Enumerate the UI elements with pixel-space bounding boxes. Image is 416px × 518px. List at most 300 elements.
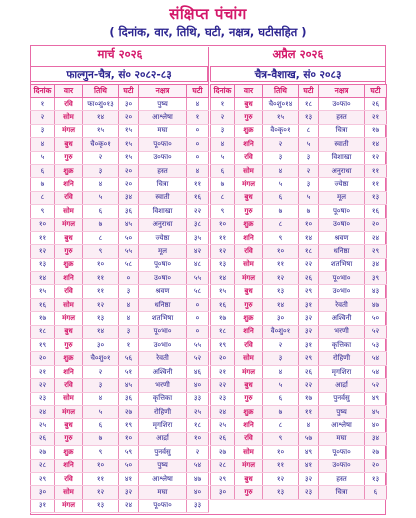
table-cell: १२ xyxy=(263,472,299,485)
table-cell: मृगशिरा xyxy=(319,365,365,378)
table-cell: उ०भा० xyxy=(319,285,365,298)
table-cell: ७ xyxy=(299,205,319,218)
table-cell: पुनर्वसु xyxy=(139,446,187,459)
table-cell: २७ xyxy=(211,446,235,459)
table-cell: ११ xyxy=(365,178,387,191)
table-row xyxy=(31,124,209,137)
table-cell: गुरु xyxy=(235,486,263,499)
table-row xyxy=(31,285,209,298)
table-cell: १० xyxy=(83,258,119,271)
table-cell: मंगल xyxy=(235,272,263,285)
table-cell: १७ xyxy=(31,312,55,325)
table-cell: १५ xyxy=(83,124,119,137)
table-cell: पुष्य xyxy=(139,98,187,111)
table-cell: १५ xyxy=(119,138,139,151)
table-cell: मंगल xyxy=(55,124,83,137)
table-cell: ४८ xyxy=(187,258,209,271)
month-heading-april: अप्रैल २०२६ xyxy=(272,47,324,61)
table-cell: १० xyxy=(83,459,119,472)
table-row xyxy=(211,205,387,218)
table-row xyxy=(211,138,387,151)
table-cell: शुक्र xyxy=(55,446,83,459)
table-cell: ४९ xyxy=(365,392,387,405)
table-cell: १४ xyxy=(365,138,387,151)
table-cell: १५ xyxy=(211,285,235,298)
table-cell: ११ xyxy=(263,258,299,271)
table-cell: पुष्य xyxy=(139,459,187,472)
table-cell: ४० xyxy=(187,486,209,499)
table-cell: ३२ xyxy=(299,312,319,325)
table-cell: ४३ xyxy=(365,285,387,298)
table-cell: ५८ xyxy=(187,285,209,298)
table-row xyxy=(31,405,209,418)
table-row xyxy=(211,365,387,378)
table-cell: ३२ xyxy=(119,486,139,499)
table-cell: २१ xyxy=(31,365,55,378)
table-cell: १३ xyxy=(263,285,299,298)
table-cell: शनि xyxy=(235,231,263,244)
table-cell: २ xyxy=(83,151,119,164)
table-cell: ० xyxy=(187,138,209,151)
table-cell: १३ xyxy=(365,191,387,204)
table-cell: २० xyxy=(365,459,387,472)
table-cell: ४१ xyxy=(119,472,139,485)
table-cell: ८ xyxy=(211,191,235,204)
samvat-label-april: चैत्र-वैशाख, सं० २०८३ xyxy=(210,66,386,82)
table-cell: रोहिणी xyxy=(139,405,187,418)
table-cell: रवि xyxy=(235,339,263,352)
table-cell: मंगल xyxy=(55,218,83,231)
table-cell: ३१ xyxy=(31,499,55,512)
table-cell: १४ xyxy=(31,272,55,285)
table-cell: १३ xyxy=(83,312,119,325)
table-row xyxy=(211,379,387,392)
table-cell: ५ xyxy=(299,191,319,204)
table-cell: १८ xyxy=(187,419,209,432)
table-cell: कृत्तिका xyxy=(139,392,187,405)
table-cell: सोम xyxy=(55,392,83,405)
table-cell: ५४ xyxy=(365,352,387,365)
table-cell: रवि xyxy=(55,472,83,485)
table-cell: ४५ xyxy=(119,379,139,392)
table-cell: ० xyxy=(187,312,209,325)
table-cell: स्वाती xyxy=(139,191,187,204)
table-row xyxy=(211,231,387,244)
table-cell: ५४ xyxy=(187,459,209,472)
table-cell: ११ xyxy=(211,231,235,244)
table-row xyxy=(31,419,209,432)
table-cell: रवि xyxy=(55,379,83,392)
table-cell: १७ xyxy=(299,392,319,405)
table-cell: १४ xyxy=(83,111,119,124)
table-cell: ४७ xyxy=(187,472,209,485)
table-cell: १८ xyxy=(31,325,55,338)
table-cell: ३ xyxy=(31,124,55,137)
table-cell: २९ xyxy=(299,285,319,298)
table-cell: गुरु xyxy=(55,151,83,164)
table-cell: १३ xyxy=(211,258,235,271)
table-row xyxy=(211,419,387,432)
table-cell: ३० xyxy=(119,98,139,111)
table-cell: ३ xyxy=(299,151,319,164)
table-row xyxy=(31,205,209,218)
table-row xyxy=(211,272,387,285)
table-cell: ४६ xyxy=(187,365,209,378)
table-row xyxy=(31,218,209,231)
table-cell: वै०कृ०१ xyxy=(263,124,299,137)
table-cell: मंगल xyxy=(55,312,83,325)
table-cell: अश्विनी xyxy=(139,365,187,378)
table-cell: ७ xyxy=(83,218,119,231)
table-cell: मूल xyxy=(319,191,365,204)
table-cell: ० xyxy=(187,124,209,137)
column-header: वार xyxy=(235,85,263,98)
table-row xyxy=(31,98,209,111)
table-cell: पू०भा० xyxy=(319,272,365,285)
table-cell: ३४ xyxy=(365,258,387,271)
table-cell: १८ xyxy=(299,245,319,258)
table-cell: १२ xyxy=(211,245,235,258)
table-cell: ३ xyxy=(263,352,299,365)
table-cell: २२ xyxy=(187,205,209,218)
column-header: दिनांक xyxy=(211,85,235,98)
table-cell: शनि xyxy=(55,272,83,285)
table-cell: ५२ xyxy=(187,352,209,365)
table-cell: २० xyxy=(119,111,139,124)
table-cell: १७ xyxy=(211,312,235,325)
table-cell: अनुराधा xyxy=(139,218,187,231)
table-cell: ५४ xyxy=(365,365,387,378)
table-row xyxy=(31,392,209,405)
table-cell: चै०शु०१४ xyxy=(263,98,299,111)
table-cell: १६ xyxy=(187,191,209,204)
table-row xyxy=(31,325,209,338)
table-cell: २२ xyxy=(211,379,235,392)
table-cell: १० xyxy=(187,432,209,445)
table-cell: उ०फा० xyxy=(139,151,187,164)
table-cell: २९ xyxy=(299,352,319,365)
table-cell: शुक्र xyxy=(55,352,83,365)
table-cell: १३ xyxy=(31,258,55,271)
table-cell: ८ xyxy=(31,191,55,204)
table-cell: ५५ xyxy=(187,339,209,352)
table-cell: ४० xyxy=(187,379,209,392)
table-cell: ११ xyxy=(299,405,319,418)
table-cell: ५ xyxy=(299,138,319,151)
table-cell: विशाखा xyxy=(139,205,187,218)
table-cell: आर्द्रा xyxy=(319,379,365,392)
table-row xyxy=(211,472,387,485)
table-cell: ५६ xyxy=(119,352,139,365)
table-cell: शनि xyxy=(55,365,83,378)
table-cell: १२ xyxy=(263,272,299,285)
table-row xyxy=(211,459,387,472)
table-row xyxy=(211,339,387,352)
table-cell: हस्त xyxy=(139,164,187,177)
table-cell: बुध xyxy=(55,419,83,432)
table-cell: ३ xyxy=(119,325,139,338)
table-cell: १ xyxy=(211,98,235,111)
table-row xyxy=(31,499,209,512)
table-cell: ४ xyxy=(83,178,119,191)
table-cell: मंगल xyxy=(55,405,83,418)
table-cell: वै०शु०१ xyxy=(263,325,299,338)
table-cell: बुध xyxy=(235,472,263,485)
table-cell: २२ xyxy=(299,258,319,271)
table-cell: १३ xyxy=(365,472,387,485)
table-cell: हस्त xyxy=(319,472,365,485)
table-cell: फा०शु०१३ xyxy=(83,98,119,111)
table-cell: १५ xyxy=(119,151,139,164)
table-cell: ६ xyxy=(211,164,235,177)
table-cell: पू०फा० xyxy=(319,446,365,459)
table-cell: ११ xyxy=(365,164,387,177)
table-cell: ३ xyxy=(211,124,235,137)
table-cell: उ०फा० xyxy=(319,98,365,111)
table-cell: रवि xyxy=(55,98,83,111)
table-cell: ३० xyxy=(263,312,299,325)
table-cell: १४ xyxy=(263,298,299,311)
table-row xyxy=(31,432,209,445)
table-cell: २६ xyxy=(299,365,319,378)
table-cell: २ xyxy=(299,164,319,177)
table-cell: ३५ xyxy=(187,231,209,244)
table-cell: २१ xyxy=(365,111,387,124)
table-cell: ३ xyxy=(119,285,139,298)
table-cell: २८ xyxy=(31,459,55,472)
table-cell: २० xyxy=(211,352,235,365)
table-cell: १३ xyxy=(263,486,299,499)
column-header: नक्षत्र xyxy=(139,85,187,98)
table-cell: आश्लेषा xyxy=(139,472,187,485)
table-cell: गुरु xyxy=(235,111,263,124)
table-cell: ५ xyxy=(31,151,55,164)
table-cell: उ०भा० xyxy=(139,339,187,352)
table-cell: ४ xyxy=(119,312,139,325)
table-row xyxy=(211,392,387,405)
table-cell: रवि xyxy=(55,191,83,204)
table-cell: ३९ xyxy=(365,272,387,285)
table-cell: २४ xyxy=(211,405,235,418)
column-header: घटी xyxy=(119,85,139,98)
table-cell: ४९ xyxy=(299,446,319,459)
table-cell: १४ xyxy=(83,325,119,338)
table-row xyxy=(211,178,387,191)
table-cell: ५२ xyxy=(365,379,387,392)
table-cell: चित्रा xyxy=(319,486,365,499)
table-cell: मघा xyxy=(139,124,187,137)
table-cell: २६ xyxy=(211,432,235,445)
samvat-label-march: फाल्गुन-चैत्र, सं० २०८२-८३ xyxy=(30,66,208,82)
table-row xyxy=(211,98,387,111)
table-cell: ० xyxy=(187,298,209,311)
table-cell: उ०षा० xyxy=(319,218,365,231)
table-row xyxy=(31,339,209,352)
table-cell: ३३ xyxy=(187,499,209,512)
table-cell: ९ xyxy=(263,432,299,445)
table-row xyxy=(211,352,387,365)
table-cell: भरणी xyxy=(319,325,365,338)
table-row xyxy=(31,164,209,177)
table-cell: २ xyxy=(263,138,299,151)
table-cell: ३० xyxy=(31,486,55,499)
table-cell: आर्द्रा xyxy=(139,432,187,445)
table-cell: २७ xyxy=(31,446,55,459)
table-row xyxy=(31,352,209,365)
table-row xyxy=(31,459,209,472)
table-cell: ७ xyxy=(263,405,299,418)
table-cell: ३६ xyxy=(119,205,139,218)
table-row xyxy=(31,298,209,311)
table-cell: बुध xyxy=(55,231,83,244)
table-cell: रवि xyxy=(55,285,83,298)
column-header: घटी xyxy=(187,85,209,98)
table-cell: पू०षा० xyxy=(319,205,365,218)
table-cell: मंगल xyxy=(235,459,263,472)
table-cell: १० xyxy=(299,218,319,231)
table-row xyxy=(31,178,209,191)
table-cell: ५७ xyxy=(299,432,319,445)
table-header-row xyxy=(31,85,209,98)
table-row xyxy=(211,312,387,325)
table-cell: ४ xyxy=(119,298,139,311)
table-cell: विशाखा xyxy=(319,151,365,164)
table-cell: शुक्र xyxy=(235,124,263,137)
table-cell: शुक्र xyxy=(235,218,263,231)
table-cell: १९ xyxy=(211,339,235,352)
table-cell: ३८ xyxy=(187,218,209,231)
table-cell: ३४ xyxy=(119,191,139,204)
table-cell: १० xyxy=(211,218,235,231)
column-header: तिथि xyxy=(83,85,119,98)
table-cell: अश्विनी xyxy=(319,312,365,325)
table-cell: बुध xyxy=(235,285,263,298)
page-subtitle: ( दिनांक, वार, तिथि, घटी, नक्षत्र, घटीसहित ) xyxy=(109,25,307,39)
table-cell: १५ xyxy=(31,285,55,298)
table-cell: २२ xyxy=(31,379,55,392)
table-cell: १ xyxy=(119,339,139,352)
table-cell: चित्रा xyxy=(319,124,365,137)
table-cell: १९ xyxy=(31,339,55,352)
table-cell: पुनर्वसु xyxy=(319,392,365,405)
table-row xyxy=(31,258,209,271)
table-cell: ज्येष्ठा xyxy=(139,231,187,244)
table-cell: ४ xyxy=(31,138,55,151)
table-cell: ५५ xyxy=(187,272,209,285)
table-cell: १० xyxy=(31,218,55,231)
table-cell: २३ xyxy=(31,392,55,405)
table-cell: पू०भा० xyxy=(139,325,187,338)
table-cell: ४७ xyxy=(365,298,387,311)
table-cell: ११ xyxy=(83,285,119,298)
table-cell: ३ xyxy=(83,164,119,177)
table-cell: १५ xyxy=(263,111,299,124)
table-cell: रवि xyxy=(235,432,263,445)
table-cell: ८ xyxy=(263,419,299,432)
column-header: नक्षत्र xyxy=(319,85,365,98)
table-cell: २५ xyxy=(187,405,209,418)
table-cell: ४ xyxy=(299,419,319,432)
april-table xyxy=(210,84,387,500)
table-cell: ५० xyxy=(119,459,139,472)
table-cell: रवि xyxy=(235,245,263,258)
table-cell: २६ xyxy=(365,98,387,111)
table-cell: मूल xyxy=(139,245,187,258)
table-cell: गुरु xyxy=(235,205,263,218)
table-cell: उ०फा० xyxy=(319,459,365,472)
table-cell: २१ xyxy=(211,365,235,378)
table-cell: ४१ xyxy=(299,459,319,472)
table-cell: १८ xyxy=(211,325,235,338)
table-cell: ४५ xyxy=(365,405,387,418)
table-cell: गुरु xyxy=(55,339,83,352)
table-cell: पू०षा० xyxy=(139,258,187,271)
table-cell: सोम xyxy=(235,352,263,365)
table-cell: शतभिषा xyxy=(319,258,365,271)
column-header: वार xyxy=(55,85,83,98)
table-row xyxy=(211,258,387,271)
table-cell: २ xyxy=(83,365,119,378)
table-cell: शनि xyxy=(235,325,263,338)
table-cell: ३६ xyxy=(119,392,139,405)
table-row xyxy=(31,111,209,124)
table-cell: १४ xyxy=(299,231,319,244)
table-cell: गुरु xyxy=(55,432,83,445)
table-cell: १३ xyxy=(83,499,119,512)
table-cell: ४ xyxy=(263,164,299,177)
table-cell: शुक्र xyxy=(235,312,263,325)
table-cell: ४२ xyxy=(187,245,209,258)
table-cell: ५ xyxy=(263,178,299,191)
table-cell: रोहिणी xyxy=(319,352,365,365)
table-cell: ७ xyxy=(31,178,55,191)
table-cell: कृत्तिका xyxy=(319,339,365,352)
table-cell: ५५ xyxy=(119,245,139,258)
table-cell: चै०शु०१ xyxy=(83,352,119,365)
table-cell: रवि xyxy=(235,151,263,164)
table-cell: २ xyxy=(31,111,55,124)
table-cell: स्वाती xyxy=(319,138,365,151)
table-cell: बुध xyxy=(235,191,263,204)
table-cell: बुध xyxy=(235,379,263,392)
table-cell: ११ xyxy=(263,459,299,472)
table-cell: २८ xyxy=(211,459,235,472)
table-cell: सोम xyxy=(55,298,83,311)
table-cell: ११ xyxy=(83,272,119,285)
table-cell: ६ xyxy=(263,392,299,405)
table-row xyxy=(211,405,387,418)
table-cell: १४ xyxy=(211,272,235,285)
table-cell: पू०फा० xyxy=(139,499,187,512)
table-row xyxy=(211,446,387,459)
table-cell: मंगल xyxy=(55,499,83,512)
table-cell: श्रवण xyxy=(139,285,187,298)
table-cell: ११ xyxy=(83,472,119,485)
table-cell: २३ xyxy=(211,392,235,405)
table-cell: ० xyxy=(119,272,139,285)
table-cell: २ xyxy=(187,446,209,459)
table-cell: मघा xyxy=(319,432,365,445)
table-cell: १० xyxy=(263,446,299,459)
table-cell: शुक्र xyxy=(55,258,83,271)
table-row xyxy=(211,111,387,124)
table-cell: हस्त xyxy=(319,111,365,124)
table-cell: ३१ xyxy=(299,339,319,352)
table-row xyxy=(31,472,209,485)
table-cell: आश्लेषा xyxy=(319,419,365,432)
table-cell: २४ xyxy=(119,499,139,512)
table-cell: २६ xyxy=(299,272,319,285)
